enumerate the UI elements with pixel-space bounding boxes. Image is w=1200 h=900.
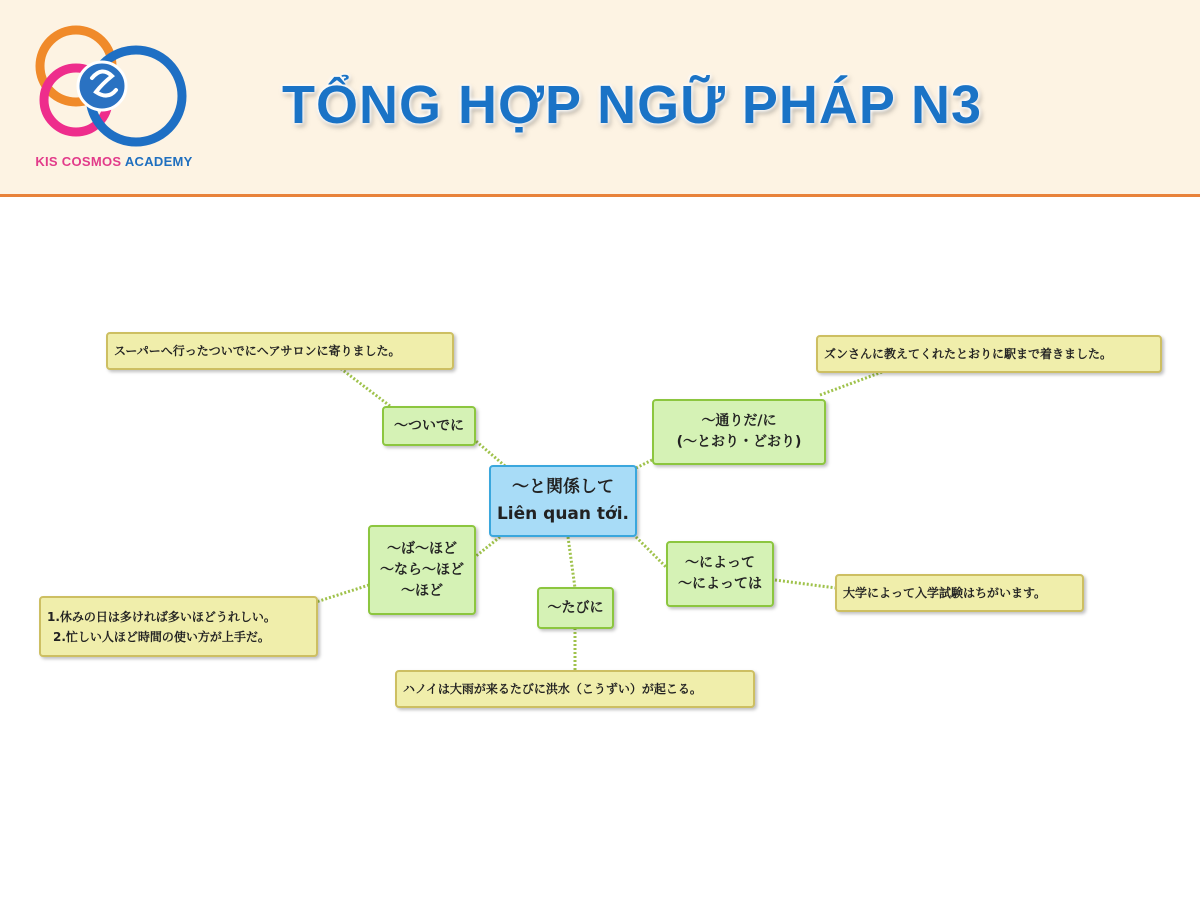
example-tabini	[395, 670, 755, 708]
example-tsuide	[106, 332, 454, 370]
branch-bahodo	[368, 525, 476, 615]
example-tabini-text: ハノイは大雨が来るたびに洪水（こうずい）が起こる。	[403, 682, 702, 696]
center-node-vietnamese: Liên quan tới.	[496, 504, 630, 524]
branch-tabini-label: ～たびに	[547, 599, 604, 616]
example-tsuide-text: スーパーへ行ったついでにヘアサロンに寄りました。	[114, 344, 401, 358]
connector-niyotte-example	[775, 580, 836, 588]
branch-toori-label-2: (～とおり・どおり)	[676, 434, 802, 450]
logo-wordmark: KIS COSMOS ACADEMY	[35, 154, 193, 169]
connector-center-niyotte	[636, 537, 667, 568]
center-node-japanese: ～と関係して	[512, 477, 614, 497]
example-toori	[816, 335, 1162, 373]
branch-bahodo-label-2: ～なら～ほど	[380, 561, 464, 578]
example-bahodo	[39, 596, 318, 657]
branch-tsuide-label: ～ついでに	[394, 417, 464, 434]
connector-toori-example	[820, 372, 882, 395]
branch-niyotte	[666, 541, 774, 607]
connector-tsuide-example	[340, 368, 390, 406]
connector-bahodo-example	[316, 585, 369, 602]
page-title: TỔNG HỢP NGỮ PHÁP N3	[282, 75, 982, 135]
connector-center-tabini	[568, 537, 575, 588]
center-node	[489, 465, 637, 537]
branch-tsuide	[382, 406, 476, 446]
example-niyotte	[835, 574, 1084, 612]
branch-bahodo-label-3: ～ほど	[401, 582, 443, 599]
branch-niyotte-label-2: ～によっては	[678, 576, 762, 592]
example-bahodo-text-2: 2.忙しい人ほど時間の使い方が上手だ。	[53, 629, 270, 644]
branch-tabini	[537, 587, 614, 629]
branch-toori-label-1: ～通りだ/に	[701, 413, 777, 429]
connector-center-bahodo	[476, 537, 500, 556]
branch-bahodo-label-1: ～ば～ほど	[387, 540, 457, 557]
example-niyotte-text: 大学によって入学試験はちがいます。	[843, 586, 1047, 600]
example-toori-text: ズンさんに教えてくれたとおりに駅まで着きました。	[824, 347, 1113, 361]
branch-niyotte-label-1: ～によって	[685, 555, 755, 571]
branch-toori	[652, 399, 826, 465]
example-bahodo-text-1: 1.休みの日は多ければ多いほどうれしい。	[47, 609, 276, 624]
